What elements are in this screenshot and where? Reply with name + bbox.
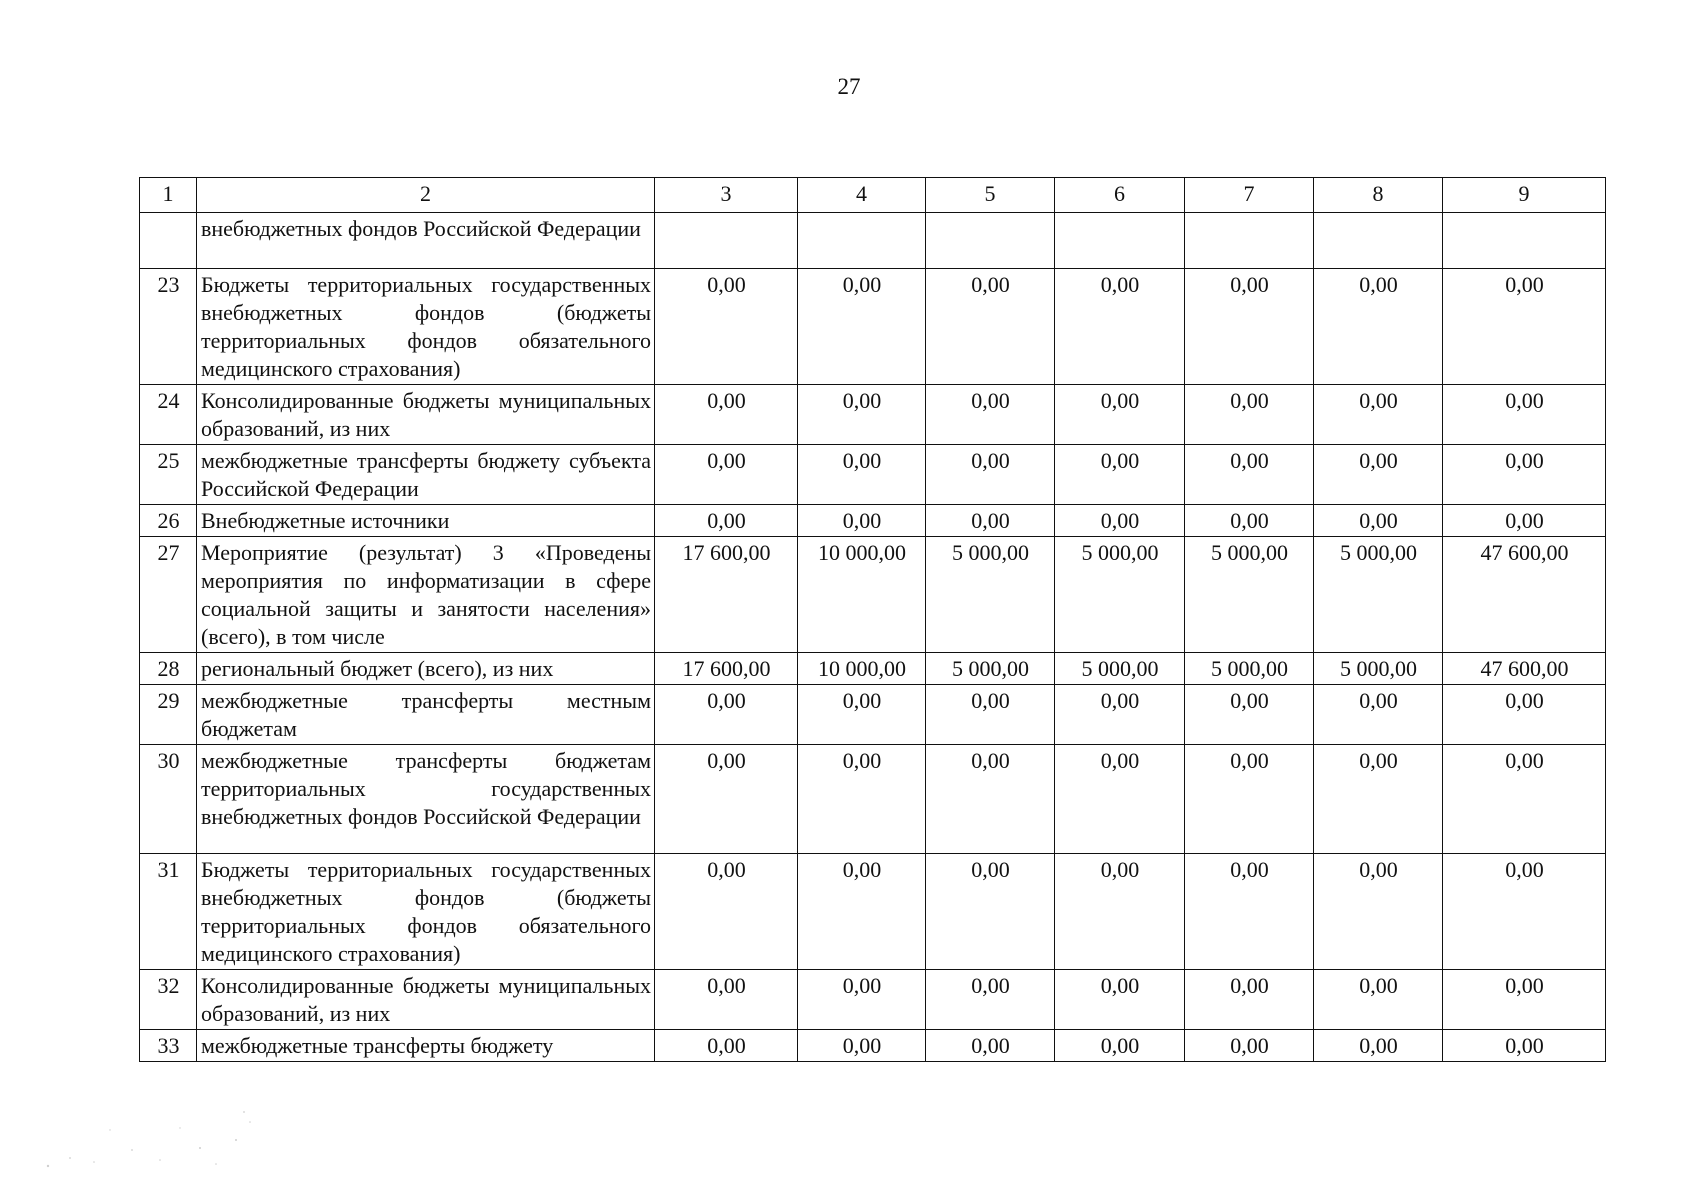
col-header-9: 9 <box>1443 178 1606 213</box>
table-row <box>140 970 1606 1030</box>
value-cell <box>655 213 798 269</box>
table-row <box>140 445 1606 505</box>
budget-table <box>139 177 1606 1062</box>
value-cell: 5 000,00 <box>1314 653 1443 685</box>
value-cell: 0,00 <box>798 505 926 537</box>
value-cell: 10 000,00 <box>798 653 926 685</box>
value-cell: 0,00 <box>1443 505 1606 537</box>
row-number: 30 <box>140 745 197 854</box>
value-cell: 0,00 <box>1185 445 1314 505</box>
value-cell: 0,00 <box>1314 269 1443 385</box>
row-name: межбюджетные трансферты бюджету субъекта Российской Федерации <box>197 445 655 505</box>
value-cell: 0,00 <box>655 445 798 505</box>
row-name: внебюджетных фондов Российской Федерации <box>197 213 655 269</box>
value-cell: 0,00 <box>1443 970 1606 1030</box>
value-cell: 0,00 <box>1443 854 1606 970</box>
page-number: 27 <box>837 74 861 99</box>
row-number: 25 <box>140 445 197 505</box>
value-cell: 0,00 <box>1055 505 1185 537</box>
row-number: 29 <box>140 685 197 745</box>
value-cell: 0,00 <box>1185 854 1314 970</box>
value-cell: 0,00 <box>926 505 1055 537</box>
value-cell: 0,00 <box>1185 505 1314 537</box>
value-cell: 0,00 <box>655 854 798 970</box>
value-cell: 0,00 <box>1314 445 1443 505</box>
value-cell: 0,00 <box>655 685 798 745</box>
col-header-4: 4 <box>798 178 926 213</box>
value-cell: 0,00 <box>1185 269 1314 385</box>
value-cell: 0,00 <box>926 269 1055 385</box>
value-cell: 0,00 <box>1443 1030 1606 1062</box>
value-cell: 0,00 <box>1185 970 1314 1030</box>
row-number: 31 <box>140 854 197 970</box>
row-number: 27 <box>140 537 197 653</box>
value-cell <box>1443 213 1606 269</box>
row-number: 26 <box>140 505 197 537</box>
value-cell: 0,00 <box>1443 745 1606 854</box>
row-name: Бюджеты территориальных государственных внебюджетных фондов (бюджеты территориальных фондов обязательного медицинского страхования) <box>197 854 655 970</box>
value-cell: 0,00 <box>1443 685 1606 745</box>
value-cell <box>1055 213 1185 269</box>
value-cell: 0,00 <box>1314 385 1443 445</box>
value-cell: 0,00 <box>1314 970 1443 1030</box>
value-cell: 0,00 <box>798 269 926 385</box>
col-header-8: 8 <box>1314 178 1443 213</box>
value-cell: 0,00 <box>926 854 1055 970</box>
value-cell: 5 000,00 <box>1055 537 1185 653</box>
value-cell: 0,00 <box>655 970 798 1030</box>
row-number: 24 <box>140 385 197 445</box>
value-cell: 5 000,00 <box>926 653 1055 685</box>
scan-noise <box>40 1100 260 1180</box>
value-cell: 0,00 <box>655 745 798 854</box>
value-cell: 0,00 <box>798 1030 926 1062</box>
row-number: 33 <box>140 1030 197 1062</box>
value-cell: 0,00 <box>1055 385 1185 445</box>
col-header-2: 2 <box>197 178 655 213</box>
value-cell <box>926 213 1055 269</box>
table-row <box>140 385 1606 445</box>
value-cell: 0,00 <box>1055 445 1185 505</box>
table-row <box>140 537 1606 653</box>
value-cell <box>1314 213 1443 269</box>
row-name: межбюджетные трансферты бюджету <box>197 1030 655 1062</box>
value-cell: 0,00 <box>1185 745 1314 854</box>
table-row <box>140 653 1606 685</box>
value-cell: 0,00 <box>926 1030 1055 1062</box>
row-number: 23 <box>140 269 197 385</box>
value-cell: 0,00 <box>1185 1030 1314 1062</box>
table-row <box>140 1030 1606 1062</box>
value-cell: 0,00 <box>798 854 926 970</box>
table-row <box>140 854 1606 970</box>
value-cell: 0,00 <box>1443 445 1606 505</box>
table-row <box>140 685 1606 745</box>
value-cell: 0,00 <box>1055 269 1185 385</box>
value-cell: 0,00 <box>926 685 1055 745</box>
value-cell: 0,00 <box>798 445 926 505</box>
row-name: региональный бюджет (всего), из них <box>197 653 655 685</box>
value-cell: 0,00 <box>798 970 926 1030</box>
value-cell: 0,00 <box>655 505 798 537</box>
col-header-1: 1 <box>140 178 197 213</box>
value-cell: 5 000,00 <box>1055 653 1185 685</box>
value-cell: 0,00 <box>1314 505 1443 537</box>
value-cell: 0,00 <box>1185 685 1314 745</box>
row-name: Консолидированные бюджеты муниципальных образований, из них <box>197 385 655 445</box>
table-row <box>140 745 1606 854</box>
value-cell: 0,00 <box>1443 385 1606 445</box>
value-cell: 0,00 <box>798 745 926 854</box>
row-number <box>140 213 197 269</box>
value-cell: 0,00 <box>1314 854 1443 970</box>
col-header-5: 5 <box>926 178 1055 213</box>
row-name: Бюджеты территориальных государственных внебюджетных фондов (бюджеты территориальных фондов обязательного медицинского страхования) <box>197 269 655 385</box>
value-cell: 5 000,00 <box>1185 537 1314 653</box>
value-cell: 0,00 <box>926 445 1055 505</box>
value-cell: 0,00 <box>655 1030 798 1062</box>
value-cell <box>798 213 926 269</box>
value-cell: 47 600,00 <box>1443 653 1606 685</box>
value-cell: 0,00 <box>1055 854 1185 970</box>
value-cell: 0,00 <box>655 269 798 385</box>
row-number: 32 <box>140 970 197 1030</box>
value-cell: 0,00 <box>798 385 926 445</box>
value-cell: 0,00 <box>1185 385 1314 445</box>
value-cell: 0,00 <box>926 385 1055 445</box>
row-name: Консолидированные бюджеты муниципальных образований, из них <box>197 970 655 1030</box>
row-name: межбюджетные трансферты местным бюджетам <box>197 685 655 745</box>
table-row <box>140 213 1606 269</box>
value-cell <box>1185 213 1314 269</box>
value-cell: 17 600,00 <box>655 537 798 653</box>
value-cell: 5 000,00 <box>1314 537 1443 653</box>
col-header-6: 6 <box>1055 178 1185 213</box>
table-body <box>140 213 1606 1062</box>
value-cell: 5 000,00 <box>1185 653 1314 685</box>
row-number: 28 <box>140 653 197 685</box>
value-cell: 10 000,00 <box>798 537 926 653</box>
value-cell: 0,00 <box>1055 745 1185 854</box>
value-cell: 0,00 <box>926 745 1055 854</box>
value-cell: 17 600,00 <box>655 653 798 685</box>
value-cell: 0,00 <box>1055 970 1185 1030</box>
value-cell: 0,00 <box>1314 745 1443 854</box>
table-row <box>140 505 1606 537</box>
value-cell: 47 600,00 <box>1443 537 1606 653</box>
value-cell: 0,00 <box>1314 1030 1443 1062</box>
row-name: межбюджетные трансферты бюджетам территориальных государственных внебюджетных фондов Российской Федерации <box>197 745 655 854</box>
value-cell: 0,00 <box>655 385 798 445</box>
col-header-7: 7 <box>1185 178 1314 213</box>
value-cell: 5 000,00 <box>926 537 1055 653</box>
row-name: Мероприятие (результат) 3 «Проведены мероприятия по информатизации в сфере социальной защиты и занятости населения» (всего), в том числе <box>197 537 655 653</box>
table-row <box>140 269 1606 385</box>
value-cell: 0,00 <box>1314 685 1443 745</box>
value-cell: 0,00 <box>1055 685 1185 745</box>
header-row <box>140 178 1606 213</box>
value-cell: 0,00 <box>798 685 926 745</box>
value-cell: 0,00 <box>1443 269 1606 385</box>
value-cell: 0,00 <box>1055 1030 1185 1062</box>
col-header-3: 3 <box>655 178 798 213</box>
row-name: Внебюджетные источники <box>197 505 655 537</box>
value-cell: 0,00 <box>926 970 1055 1030</box>
